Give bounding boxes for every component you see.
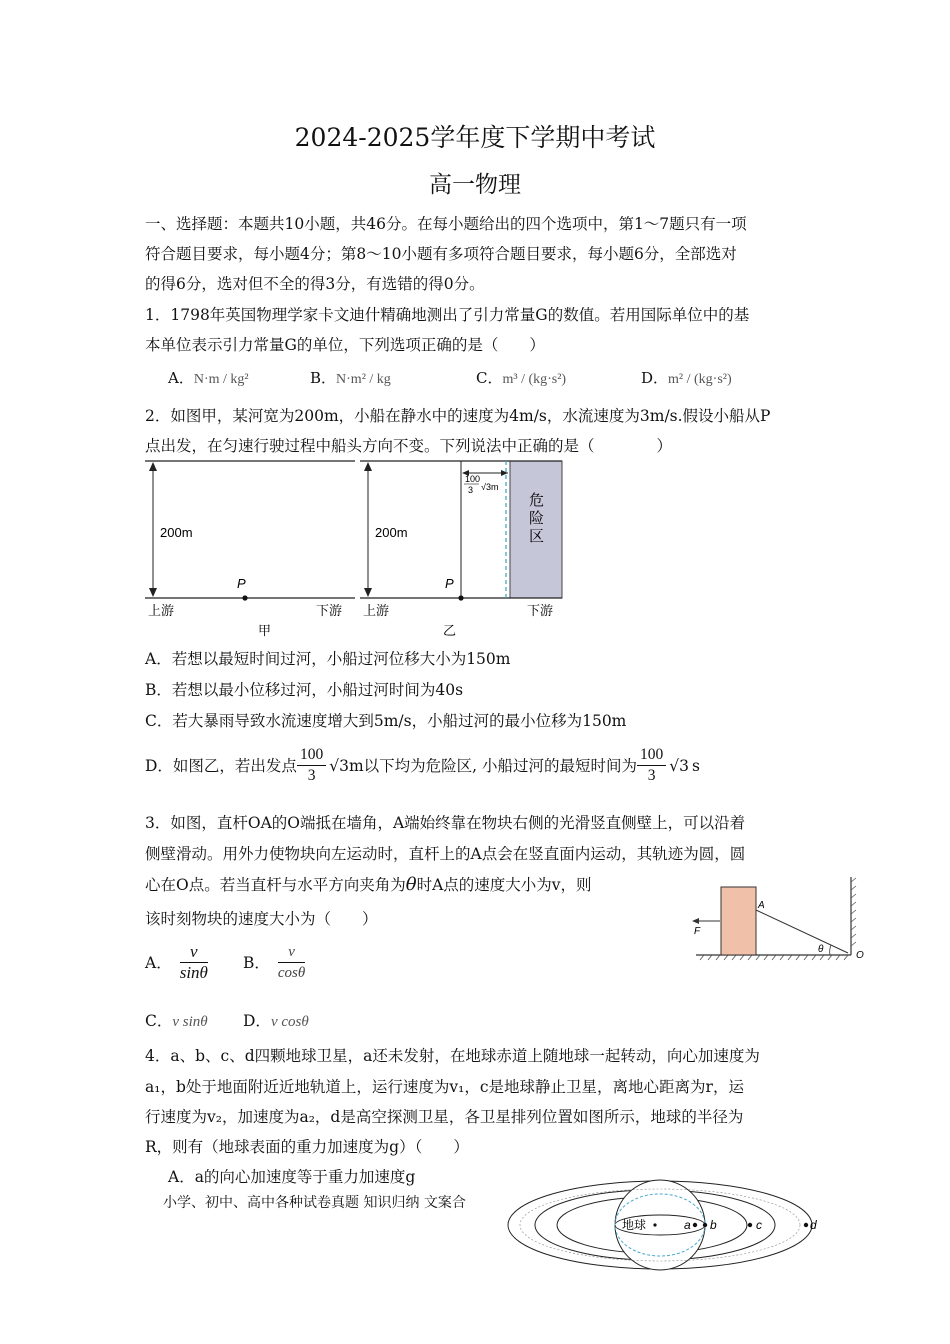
downstream-label: 下游 xyxy=(527,603,554,618)
point-p-marker xyxy=(458,595,463,600)
q3-stem-line: 3．如图，直杆OA的O端抵在墙角，A端始终靠在物块右侧的光滑竖直侧壁上，可以沿着 xyxy=(145,814,746,832)
point-p-label: P xyxy=(445,576,454,591)
q3-option-c: C．v sinθ xyxy=(145,1012,208,1030)
downstream-label: 下游 xyxy=(316,603,343,618)
fraction: $\frac{v}{\cos\theta}$ xyxy=(277,944,306,981)
q1-stem-line: 本单位表示引力常量G的单位，下列选项正确的是（ ） xyxy=(145,336,545,354)
q4-stem-line: R，则有（地球表面的重力加速度为g）（ ） xyxy=(145,1138,469,1156)
rod-block-figure xyxy=(688,872,873,964)
label-theta: θ xyxy=(818,944,824,955)
satellite-a xyxy=(693,1223,697,1227)
offset-num: 100 xyxy=(465,474,481,484)
danger-char: 危 xyxy=(529,492,545,509)
q1-option-b: B．N·m² / kg xyxy=(310,369,391,387)
danger-char: 险 xyxy=(529,510,545,527)
label-a: A xyxy=(758,900,765,911)
label-a: a xyxy=(684,1218,691,1232)
q1-option-d: D．m² / (kg·s²) xyxy=(641,369,732,387)
q3-stem-line: 侧壁滑动。用外力使物块向左运动时，直杆上的A点会在竖直面内运动，其轨迹为圆，圆 xyxy=(145,845,746,863)
label-b: b xyxy=(710,1218,717,1232)
q3-stem-line: 心在O点。若当直杆与水平方向夹角为θ时A点的速度大小为v，则 xyxy=(145,874,592,895)
danger-char: 区 xyxy=(529,528,545,545)
q2-option-c: C．若大暴雨导致水流速度增大到5m/s，小船过河的最小位移为150m xyxy=(145,712,627,730)
fraction: $\frac{100}{3}$ xyxy=(637,745,666,786)
watermark-text: 小学、初中、高中各种试卷真题 知识归纳 文案合 xyxy=(163,1195,466,1211)
page-title: 2024-2025学年度下学期中考试 xyxy=(294,123,656,152)
satellite-b xyxy=(703,1223,707,1227)
satellite-c xyxy=(748,1223,752,1227)
satellite-orbits-figure xyxy=(500,1178,840,1273)
fraction: $\frac{100}{3}$ xyxy=(297,745,326,786)
caption-a: 甲 xyxy=(258,623,272,638)
width-label: 200m xyxy=(160,525,193,540)
q4-stem-line: 4．a、b、c、d四颗地球卫星，a还未发射，在地球赤道上随地球一起转动，向心加速度为 xyxy=(145,1047,760,1065)
q1-stem-line: 1．1798年英国物理学家卡文迪什精确地测出了引力常量G的数值。若用国际单位中的基 xyxy=(145,306,750,324)
q4-option-a: A．a的向心加速度等于重力加速度g xyxy=(168,1168,416,1186)
block xyxy=(721,887,756,955)
q2-stem-line: 2．如图甲，某河宽为200m，小船在静水中的速度为4m/s，水流速度为3m/s.假设小船从P xyxy=(145,407,771,425)
q3-option-d: D．v cosθ xyxy=(243,1012,309,1030)
q1-option-c: C．m³ / (kg·s²) xyxy=(476,369,567,387)
q2-option-d: D．如图乙，若出发点 $\frac{100}{3}$ √3 m以下均为危险区, 小船过河的最短时间为 $\frac{100}{3}$ √3 s xyxy=(145,746,700,784)
q3-option-a: A． $\frac{v}{\sin\theta}$ xyxy=(145,942,208,982)
q3-option-b: B． $\frac{v}{\cos\theta}$ xyxy=(243,944,306,981)
fraction: $\frac{v}{\sin\theta}$ xyxy=(179,942,208,982)
q1-option-a: A．N·m / kg² xyxy=(168,369,249,387)
q2-option-b: B．若想以最小位移过河，小船过河时间为40s xyxy=(145,681,464,699)
width-label: 200m xyxy=(375,525,408,540)
section-intro-line: 符合题目要求，每小题4分；第8～10小题有多项符合题目要求，每小题6分，全部选对 xyxy=(145,245,737,263)
q4-stem-line: 行速度为v₂，加速度为a₂，d是高空探测卫星，各卫星排列位置如图所示，地球的半径为 xyxy=(145,1108,744,1126)
label-d: d xyxy=(810,1218,817,1232)
q4-stem-line: a₁，b处于地面附近近地轨道上，运行速度为v₁，c是地球静止卫星，离地心距离为r，运 xyxy=(145,1078,744,1096)
upstream-label: 上游 xyxy=(363,603,390,618)
river-figure-b xyxy=(355,455,570,645)
q2-option-a: A．若想以最短时间过河，小船过河位移大小为150m xyxy=(145,650,511,668)
rod-oa xyxy=(756,910,848,953)
section-intro-line: 的得6分，选对但不全的得3分，有选错的得0分。 xyxy=(145,275,485,293)
q3-stem-line: 该时刻物块的速度大小为（ ） xyxy=(145,910,378,928)
label-f: F xyxy=(694,926,701,937)
earth-label: 地球 xyxy=(622,1218,647,1232)
page-subtitle: 高一物理 xyxy=(429,172,521,198)
offset-den: 3 xyxy=(468,485,474,495)
satellite-d xyxy=(804,1223,808,1227)
label-c: c xyxy=(756,1218,762,1232)
caption-b: 乙 xyxy=(443,623,457,638)
point-p-marker xyxy=(242,595,247,600)
offset-tail: √3m xyxy=(481,482,499,492)
section-intro-line: 一、选择题：本题共10小题，共46分。在每小题给出的四个选项中，第1～7题只有一项 xyxy=(145,215,747,233)
q2-stem-line: 点出发，在匀速行驶过程中船头方向不变。下列说法中正确的是（ ） xyxy=(145,437,673,455)
label-o: O xyxy=(856,950,864,961)
point-p-label: P xyxy=(237,576,246,591)
river-figure-a xyxy=(140,455,360,645)
upstream-label: 上游 xyxy=(148,603,175,618)
